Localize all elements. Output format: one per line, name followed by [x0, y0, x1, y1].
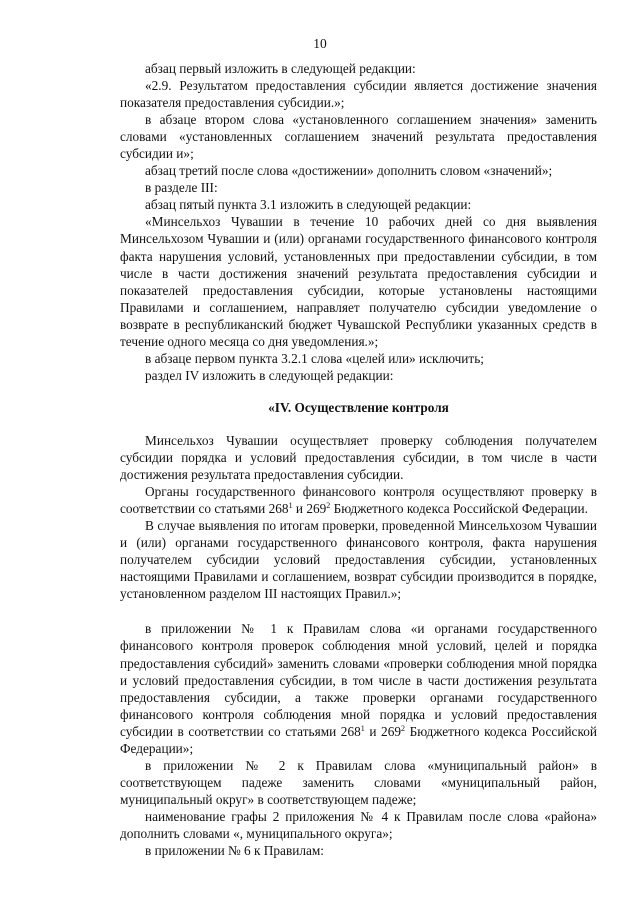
paragraph: в разделе III:	[145, 180, 218, 196]
paragraph: в абзаце втором слова «установленного соглашением значения» заменить словами «установленных соглашением значений результата предоставления субсидии и»;	[120, 112, 597, 162]
section-heading: «IV. Осуществление контроля	[268, 399, 449, 415]
document-body	[120, 60, 597, 859]
appendix-paragraph: наименование графы 2 приложения № 4 к Правилам после слова «района» дополнить словами «, муниципального округа»;	[120, 808, 597, 841]
appendix-paragraph: в приложении № 1 к Правилам слова «и органами государственного финансового контроля проверок соблюдения мной условий, целей и порядка предоставления субсидий» заменить словами «проверки соблюдения мной порядка и условий предоставления субсидии, в том числе в части достижения результата предоставления субсидии, а также проверки органами государственного финансового контроля соблюдения мной порядка и условий предоставления субсидии в соответствии со статьями $268^1$ и $269^2$ Бюджетного кодекса Российской Федерации»;	[120, 621, 598, 756]
paragraph: абзац первый изложить в следующей редакции:	[145, 61, 416, 76]
paragraph: раздел IV изложить в следующей редакции:	[145, 367, 394, 383]
superscript: 2	[401, 723, 405, 733]
paragraph: «Минсельхоз Чувашии в течение 10 рабочих дней со дня выявления Минсельхозом Чувашии и (или) органами государственного финансового контроля факта нарушения условий, установленных при предоставлении субсидии, в том числе в части достижения значений результата предоставления субсидии и показателей предоставления субсидии, которые установлены настоящими Правилами и соглашением, направляет получателю субсидии уведомление о возврате в республиканский бюджет Чувашской Республики указанных средств в течение одного месяца со дня уведомления.»;	[120, 214, 597, 349]
superscript: 1	[360, 723, 365, 733]
section-paragraph: Органы государственного финансового контроля осуществляют проверку в соответствии со статьями $268^1$ и $269^2$ Бюджетного кодекса Российской Федерации.	[120, 484, 597, 517]
page-number: 10	[313, 36, 327, 51]
appendix-paragraph: в приложении № 6 к Правилам:	[145, 843, 324, 859]
paragraph: абзац пятый пункта 3.1 изложить в следующей редакции:	[145, 197, 472, 213]
superscript: 2	[326, 501, 331, 511]
paragraph: абзац третий после слова «достижении» дополнить словом «значений»;	[145, 163, 553, 179]
section-paragraph: В случае выявления по итогам проверки, проведенной Минсельхозом Чувашии и (или) органами государственного финансового контроля, факта нарушения получателем субсидии условий предоставления субсидии, установленных настоящими Правилами и соглашением, возврат субсидии производится в порядке, установленном разделом III настоящих Правил.»;	[120, 518, 597, 602]
paragraph: «2.9. Результатом предоставления субсидии является достижение значения показателя предоставления субсидии.»;	[120, 78, 597, 111]
appendix-paragraph: в приложении № 2 к Правилам слова «муниципальный район» в соответствующем падеже заменить словами «муниципальный район, муниципальный округ» в соответствующем падеже;	[120, 757, 597, 807]
superscript: 1	[288, 501, 293, 511]
paragraph: в абзаце первом пункта 3.2.1 слова «целей или» исключить;	[145, 350, 484, 366]
section-paragraph: Минсельхоз Чувашии осуществляет проверку соблюдения получателем субсидии порядка и условий предоставления субсидии, в том числе в части достижения результата предоставления субсидии.	[120, 432, 597, 483]
